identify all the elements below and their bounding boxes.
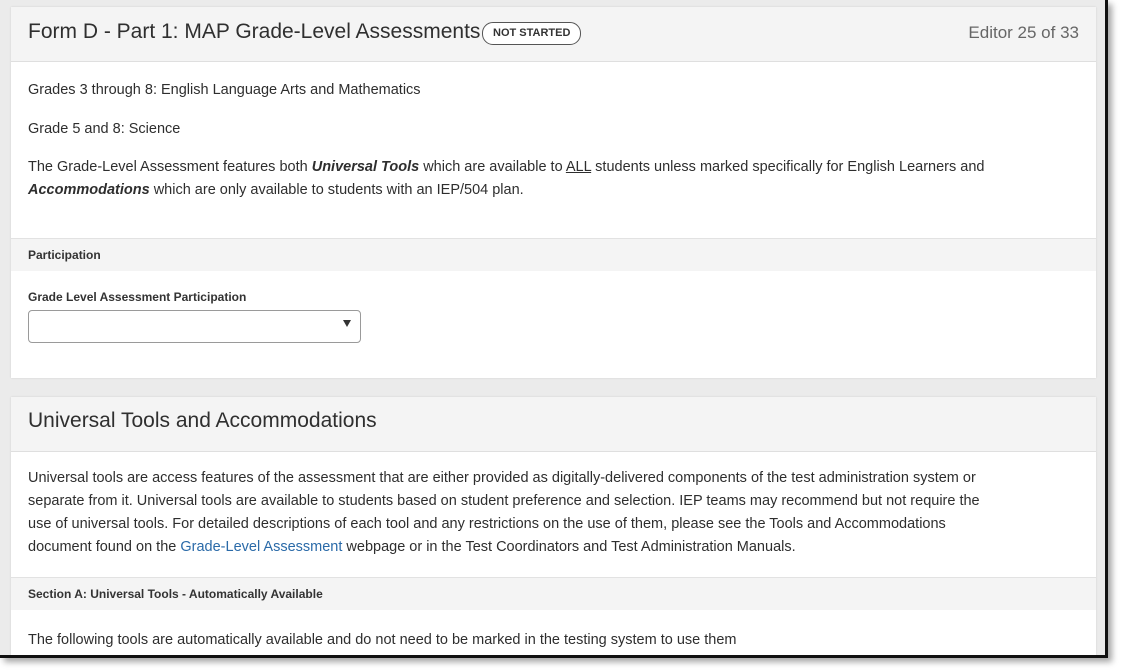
- intro-text-part: students unless marked specifically for English Learners and: [591, 159, 985, 175]
- intro-paragraph: [28, 156, 1078, 202]
- section-a-header: Section A: Universal Tools - Automatically Available: [11, 577, 1096, 610]
- universal-tools-card: [11, 397, 1096, 658]
- intro-grades-ela-math: Grades 3 through 8: English Language Arts and Mathematics: [28, 82, 421, 98]
- status-badge: NOT STARTED: [482, 22, 581, 45]
- intro-text-part: The Grade-Level Assessment features both: [28, 159, 312, 175]
- accommodations-emphasis: Accommodations: [28, 182, 150, 198]
- section-a-description: The following tools are automatically available and do not need to be marked in the testing system to use them: [28, 632, 737, 648]
- intro-text-part: which are only available to students with an IEP/504 plan.: [149, 182, 524, 198]
- grade-level-assessment-link[interactable]: Grade-Level Assessment: [180, 539, 343, 555]
- dropdown-arrow-icon: [343, 320, 351, 327]
- card-header: [11, 7, 1096, 62]
- card-header: [11, 397, 1096, 452]
- universal-tools-emphasis: Universal Tools: [311, 159, 420, 175]
- description-line: use of universal tools. For detailed descriptions of each tool and any restrictions on the use of them, please see the Tools and Accommodations: [28, 516, 946, 532]
- all-underlined: ALL: [565, 159, 592, 175]
- page-title: Form D - Part 1: MAP Grade-Level Assessments: [28, 20, 481, 43]
- editor-counter: Editor 25 of 33: [968, 23, 1079, 42]
- intro-grades-science: Grade 5 and 8: Science: [28, 121, 181, 137]
- description-line: document found on the: [28, 539, 181, 555]
- section-title: Universal Tools and Accommodations: [28, 409, 377, 432]
- form-d-part1-card: [11, 7, 1096, 378]
- intro-text-part: which are available to: [419, 159, 566, 175]
- description-line: separate from it. Universal tools are available to students based on student preference and selection. IEP teams may recommend but not require the: [28, 493, 980, 509]
- participation-field-label: Grade Level Assessment Participation: [28, 290, 247, 304]
- universal-tools-description: [28, 467, 1078, 559]
- description-line: webpage or in the Test Coordinators and Test Administration Manuals.: [342, 539, 796, 555]
- participation-select[interactable]: [28, 310, 361, 343]
- description-line: Universal tools are access features of the assessment that are either provided as digitally-delivered components of the test administration system or: [28, 470, 976, 486]
- participation-section-header: Participation: [11, 238, 1096, 271]
